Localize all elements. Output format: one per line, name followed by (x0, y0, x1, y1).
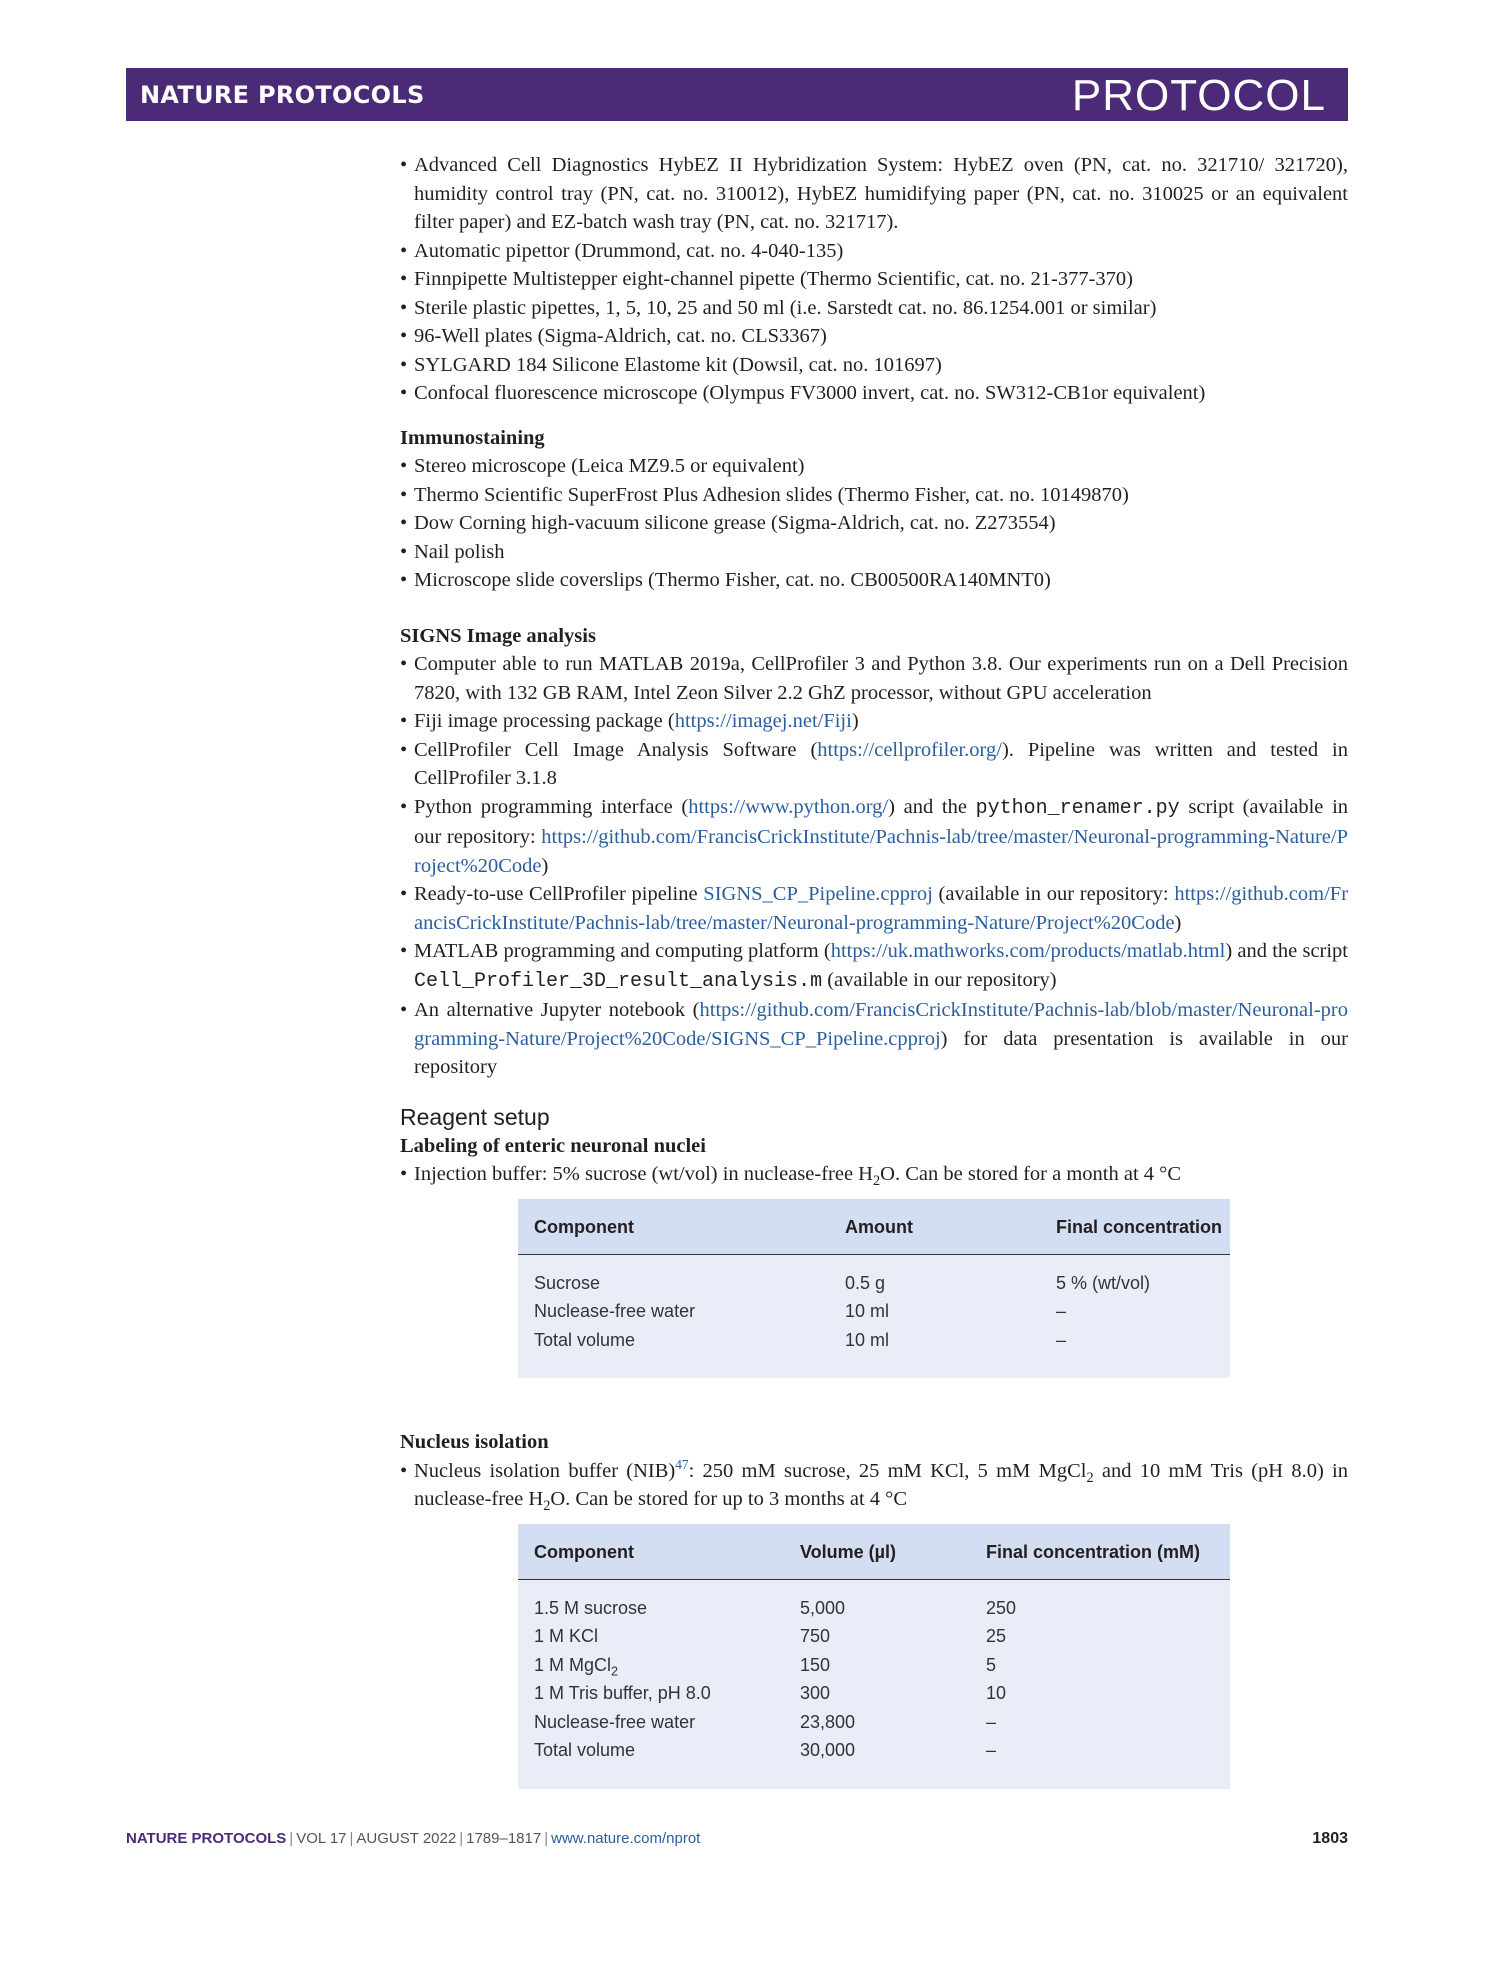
repository-link[interactable]: https://github.com/FrancisCrickInstitute/Pachnis-lab/tree/master/Neuronal-programming-Nature/Project%20Code (414, 826, 1348, 877)
pipeline-file-link[interactable]: SIGNS_CP_Pipeline.cpproj (703, 883, 933, 905)
immunostaining-heading: Immunostaining (400, 426, 545, 449)
nib-list (400, 1457, 1348, 1514)
labeling-heading: Labeling of enteric neuronal nuclei (400, 1134, 706, 1157)
nucleus-isolation-heading: Nucleus isolation (400, 1431, 549, 1453)
matlab-link[interactable]: https://uk.mathworks.com/products/matlab.html (830, 940, 1226, 962)
table-row: Nuclease-free water 23,800 – (534, 1711, 997, 1732)
list-item: • MATLAB programming and computing platform (https://uk.mathworks.com/products/matlab.html) and the script Cell_Profiler_3D_result_analysis.m (available in our repository) (400, 937, 1348, 996)
reference-link[interactable]: 47 (675, 1456, 689, 1472)
cellprofiler-link[interactable]: https://cellprofiler.org/ (817, 738, 1002, 761)
footer-journal: NATURE PROTOCOLS (126, 1830, 287, 1847)
table-row: Sucrose 0.5 g 5 % (wt/vol) (534, 1272, 1151, 1293)
injection-list (400, 1160, 1348, 1189)
column-header: Volume (µl) (784, 1524, 970, 1580)
list-item: • Thermo Scientific SuperFrost Plus Adhesion slides (Thermo Fisher, cat. no. 10149870) (400, 481, 1348, 510)
immunostaining-list (400, 452, 1348, 595)
journal-header-bar (126, 68, 1348, 121)
reagent-setup-heading: Reagent setup (400, 1103, 550, 1130)
signs-list (400, 650, 1348, 1082)
list-item: • Fiji image processing package (https://imagej.net/Fiji) (400, 707, 1348, 736)
jupyter-link[interactable]: https://github.com/FrancisCrickInstitute/Pachnis-lab/blob/master/Neuronal-programming-Nature/Project%20Code/SIGNS_CP_Pipeline.cpproj (414, 999, 1348, 1050)
footer-pages: 1789–1817 (466, 1830, 542, 1847)
list-item: • Python programming interface (https://www.python.org/) and the python_renamer.py script (available in our repository: https://github.com/FrancisCrickInstitute/Pachnis-lab/tree/master/Neuronal-programming-Nature/Project%20Code) (400, 793, 1348, 881)
journal-name: NATURE PROTOCOLS (140, 81, 425, 109)
table-row: 1 M Tris buffer, pH 8.0 300 10 (534, 1683, 1007, 1703)
list-item: • 96-Well plates (Sigma-Aldrich, cat. no. CLS3367) (400, 322, 1348, 351)
python-script-name: python_renamer.py (975, 796, 1180, 820)
table-row: 1.5 M sucrose 5,000 250 (534, 1597, 1017, 1618)
list-item: • Confocal fluorescence microscope (Olympus FV3000 invert, cat. no. SW312-CB1or equivalent) (400, 379, 1348, 408)
list-item: • Stereo microscope (Leica MZ9.5 or equivalent) (400, 452, 1348, 481)
column-header: Final concentration (mM) (970, 1524, 1230, 1580)
list-item: • Sterile plastic pipettes, 1, 5, 10, 25 and 50 ml (i.e. Sarstedt cat. no. 86.1254.001 or similar) (400, 294, 1348, 323)
list-item: • Automatic pipettor (Drummond, cat. no. 4-040-135) (400, 237, 1348, 266)
page-number: 1803 (1312, 1830, 1348, 1847)
list-item: • SYLGARD 184 Silicone Elastome kit (Dowsil, cat. no. 101697) (400, 351, 1348, 380)
main-content (400, 151, 1348, 1789)
list-item: • Finnpipette Multistepper eight-channel pipette (Thermo Scientific, cat. no. 21-377-370) (400, 265, 1348, 294)
fiji-link[interactable]: https://imagej.net/Fiji (674, 710, 852, 732)
repository-link[interactable]: https://github.com/FrancisCrickInstitute/Pachnis-lab/tree/master/Neuronal-programming-Nature/Project%20Code (414, 883, 1349, 934)
table-row: 1 M MgCl$_2$ 150 5 (534, 1654, 997, 1679)
footer-volume: VOL 17 (296, 1830, 347, 1847)
nib-table (518, 1524, 1230, 1789)
injection-buffer-table (518, 1199, 1230, 1379)
table-row: Total volume 10 ml – (534, 1329, 1067, 1350)
column-header: Component (518, 1524, 784, 1580)
list-item: • Computer able to run MATLAB 2019a, CellProfiler 3 and Python 3.8. Our experiments run on a Dell Precision 7820, with 132 GB RAM, Intel Zeon Silver 2.2 GhZ processor, without GPU acceleration (400, 650, 1348, 707)
table-row: Total volume 30,000 – (534, 1740, 997, 1760)
table-row: Nuclease-free water 10 ml – (534, 1301, 1067, 1321)
python-link[interactable]: https://www.python.org/ (688, 795, 889, 818)
column-header: Amount (829, 1199, 1040, 1255)
article-type: PROTOCOL (1071, 71, 1326, 120)
page-footer: NATURE PROTOCOLS | VOL 17 | AUGUST 2022 | 1789–1817 | www.nature.com/nprot 1803 (126, 1830, 1348, 1847)
column-header: Component (518, 1199, 829, 1255)
equipment-list (400, 151, 1348, 408)
list-item: • Advanced Cell Diagnostics HybEZ II Hybridization System: HybEZ oven (PN, cat. no. 321710/ 321720), humidity control tray (PN, cat. no. 310012), HybEZ humidifying paper (PN, cat. no. 310025 or an equivalent filter paper) and EZ-batch wash tray (PN, cat. no. 321717). (400, 151, 1348, 237)
table-row: 1 M KCl 750 25 (534, 1626, 1007, 1646)
list-item: • Ready-to-use CellProfiler pipeline SIGNS_CP_Pipeline.cpproj (available in our repository: https://github.com/FrancisCrickInstitute/Pachnis-lab/tree/master/Neuronal-programming-Nature/Project%20Code) (400, 880, 1348, 937)
list-item: • An alternative Jupyter notebook (https://github.com/FrancisCrickInstitute/Pachnis-lab/blob/master/Neuronal-programming-Nature/Project%20Code/SIGNS_CP_Pipeline.cpproj) for data presentation is available in our repository (400, 996, 1348, 1082)
list-item: • Nail polish (400, 538, 1348, 567)
list-item: • Nucleus isolation buffer (NIB)$^{47}$: 250 mM sucrose, 25 mM KCl, 5 mM MgCl$_2$ and 10 mM Tris (pH 8.0) in nuclease-free $H_2O$. Can be stored for up to 3 months at 4 °C (400, 1457, 1348, 1514)
column-header: Final concentration (1040, 1199, 1230, 1255)
list-item: • Microscope slide coverslips (Thermo Fisher, cat. no. CB00500RA140MNT0) (400, 566, 1348, 595)
list-item: • Injection buffer: 5% sucrose (wt/vol) in nuclease-free $H_2O$. Can be stored for a month at 4 °C (400, 1160, 1348, 1189)
list-item: • Dow Corning high-vacuum silicone grease (Sigma-Aldrich, cat. no. Z273554) (400, 509, 1348, 538)
matlab-script-name: Cell_Profiler_3D_result_analysis.m (414, 969, 823, 993)
footer-journal-link[interactable]: www.nature.com/nprot (551, 1830, 701, 1847)
signs-heading: SIGNS Image analysis (400, 624, 596, 647)
footer-date: AUGUST 2022 (356, 1830, 457, 1847)
list-item: • CellProfiler Cell Image Analysis Software (https://cellprofiler.org/). Pipeline was written and tested in CellProfiler 3.1.8 (400, 736, 1348, 793)
